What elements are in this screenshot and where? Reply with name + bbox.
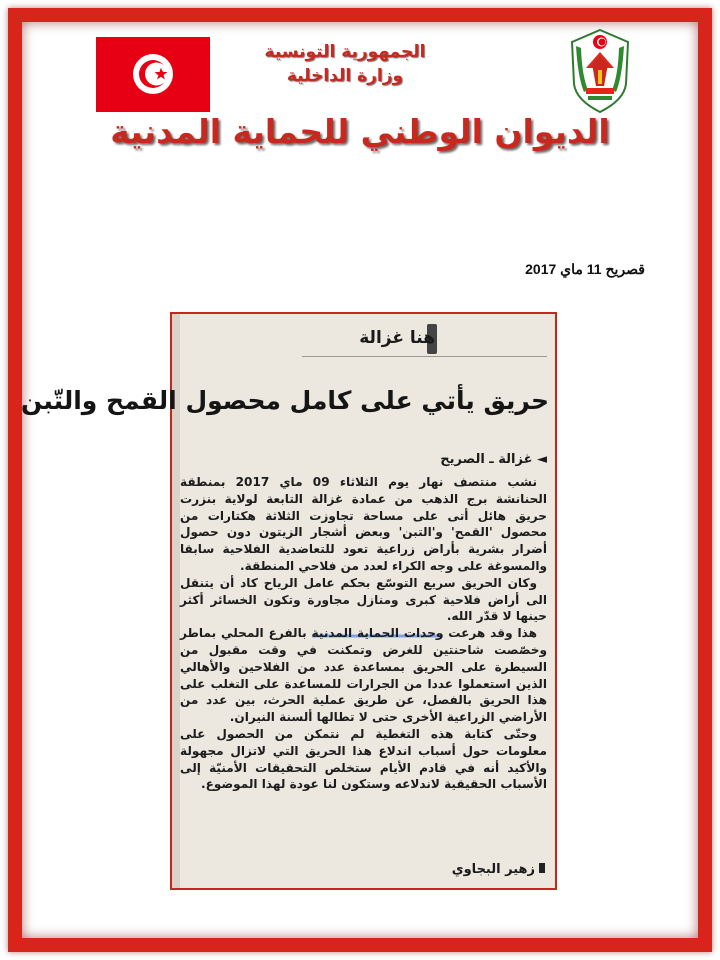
author-name: زهير البجاوي: [451, 862, 535, 877]
office-title: الديوان الوطني للحماية المدنية: [110, 112, 610, 151]
civil-protection-emblem-icon: [568, 28, 632, 114]
paragraph-text: بالفرع المحلي بماطر وخصّصت شاحنتين للغرض وتمكنت في وقت مقبول من السيطرة على الحريق بمساعدة عدد من الفلاحين والأهالي الذين استعملوا عددا من الجرارات للمساعدة على التغلب على هذا الحريق بالفصل، عن طريق عملية الحرث، بين عدد من الأراضي الزراعية الأخرى حتى لا تطالها ألسنة النيران.: [180, 626, 547, 725]
date-line: قصريح 11 ماي 2017: [525, 261, 645, 277]
article-paragraph: نشب منتصف نهار يوم الثلاثاء 09 ماي 2017 بمنطقة الحنانشة برج الذهب من عمادة غزالة التابعة لولاية بنزرت حريق هائل أتى على مساحة تجاوزت الثلاثة هكتارات من محصول 'القمح' و'التبن' وبعض أشجار الزيتون دون حصول أضرار بشرية بأراض زراعية تعود للتعاضدية الفلاحية سابقا والمسوغة على وجه الكراء لعدد من فلاحي المنطقة.: [180, 475, 547, 573]
paragraph-text: هذا وقد هرعت: [443, 626, 537, 641]
rubric-label: هنا غزالة: [359, 328, 435, 348]
article-headline: حريق يأتي على كامل محصول القمح والتّبن: [20, 386, 549, 415]
tunisia-flag: [96, 37, 210, 112]
article-paragraph: وحتّى كتابة هذه التغطية لم نتمكن من الحصول على معلومات حول أسباب اندلاع هذا الحريق التي لاتزال مجهولة والأكيد أنه في قادم الأيام ستخلص التحقيقات الأمنيّة إلى الأسباب الحقيقية لاندلاعه وستكون لنا عودة لهذا الموضوع.: [180, 726, 547, 792]
article-byline: ◄ غزالة ـ الصريح: [440, 452, 547, 467]
author-marker: [539, 863, 545, 873]
byline-text: غزالة ـ الصريح: [440, 452, 533, 467]
flag-crescent-star-icon: [133, 54, 173, 94]
article-body: [180, 474, 547, 793]
article-paragraph: وكان الحريق سريع التوسّع بحكم عامل الرياح كاد أن يتنقل الى أراض فلاحية كبرى ومنازل مجاورة وتكون الخسائر أكثر حينها لا قدّر الله.: [180, 575, 547, 624]
ministry-title: وزارة الداخلية: [286, 66, 404, 86]
highlighted-phrase: وحدات الحماية المدنية: [311, 626, 444, 641]
rubric-divider: [302, 356, 547, 357]
article-author: [452, 862, 545, 877]
republic-title: الجمهورية التونسية: [264, 42, 426, 62]
article-paragraph: [180, 625, 547, 726]
newspaper-clipping: [20, 312, 557, 890]
